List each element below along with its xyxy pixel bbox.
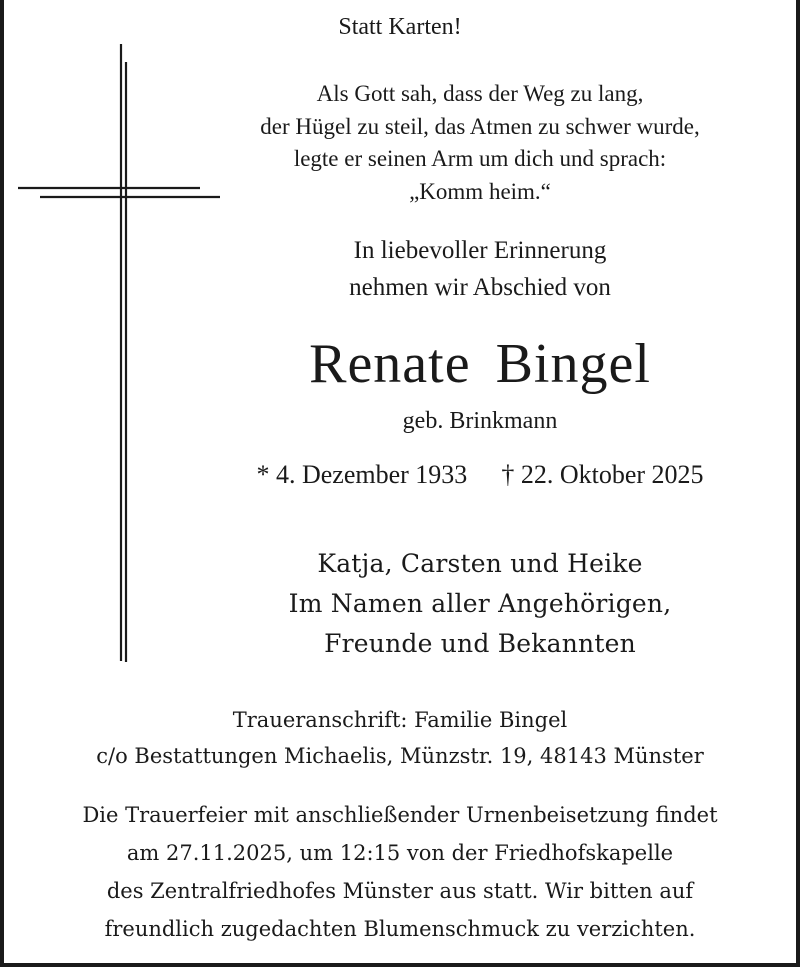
ceremony-line-1: Die Trauerfeier mit anschließender Urnenbeisetzung findet bbox=[82, 803, 718, 827]
mourners-line-3: Freunde und Bekannten bbox=[324, 629, 636, 658]
maiden-name: geb. Brinkmann bbox=[402, 408, 558, 434]
deceased-name: Renate Bingel bbox=[309, 333, 651, 395]
statt-karten-heading: Statt Karten! bbox=[338, 14, 462, 40]
mourners-line-1: Katja, Carsten und Heike bbox=[317, 549, 643, 578]
poem-line-3: legte er seinen Arm um dich und sprach: bbox=[293, 146, 667, 171]
poem-line-1: Als Gott sah, dass der Weg zu lang, bbox=[316, 81, 644, 106]
poem-line-2: der Hügel zu steil, das Atmen zu schwer wurde, bbox=[260, 114, 700, 139]
life-dates bbox=[170, 460, 790, 490]
address-line-2: c/o Bestattungen Michaelis, Münzstr. 19, 48143 Münster bbox=[96, 744, 704, 768]
mourners-line-2: Im Namen aller Angehörigen, bbox=[288, 589, 672, 618]
ceremony-line-3: des Zentralfriedhofes Münster aus statt. Wir bitten auf bbox=[106, 879, 694, 903]
death-date: † 22. Oktober 2025 bbox=[501, 460, 704, 489]
intro-line-2: nehmen wir Abschied von bbox=[349, 274, 611, 301]
intro-line-1: In liebevoller Erinnerung bbox=[353, 237, 607, 264]
poem-line-4: „Komm heim.“ bbox=[409, 179, 551, 204]
birth-date: * 4. Dezember 1933 bbox=[256, 460, 468, 489]
address-line-1: Traueranschrift: Familie Bingel bbox=[232, 708, 568, 732]
ceremony-line-2: am 27.11.2025, um 12:15 von der Friedhofskapelle bbox=[126, 841, 674, 865]
ceremony-line-4: freundlich zugedachten Blumenschmuck zu verzichten. bbox=[104, 917, 696, 941]
